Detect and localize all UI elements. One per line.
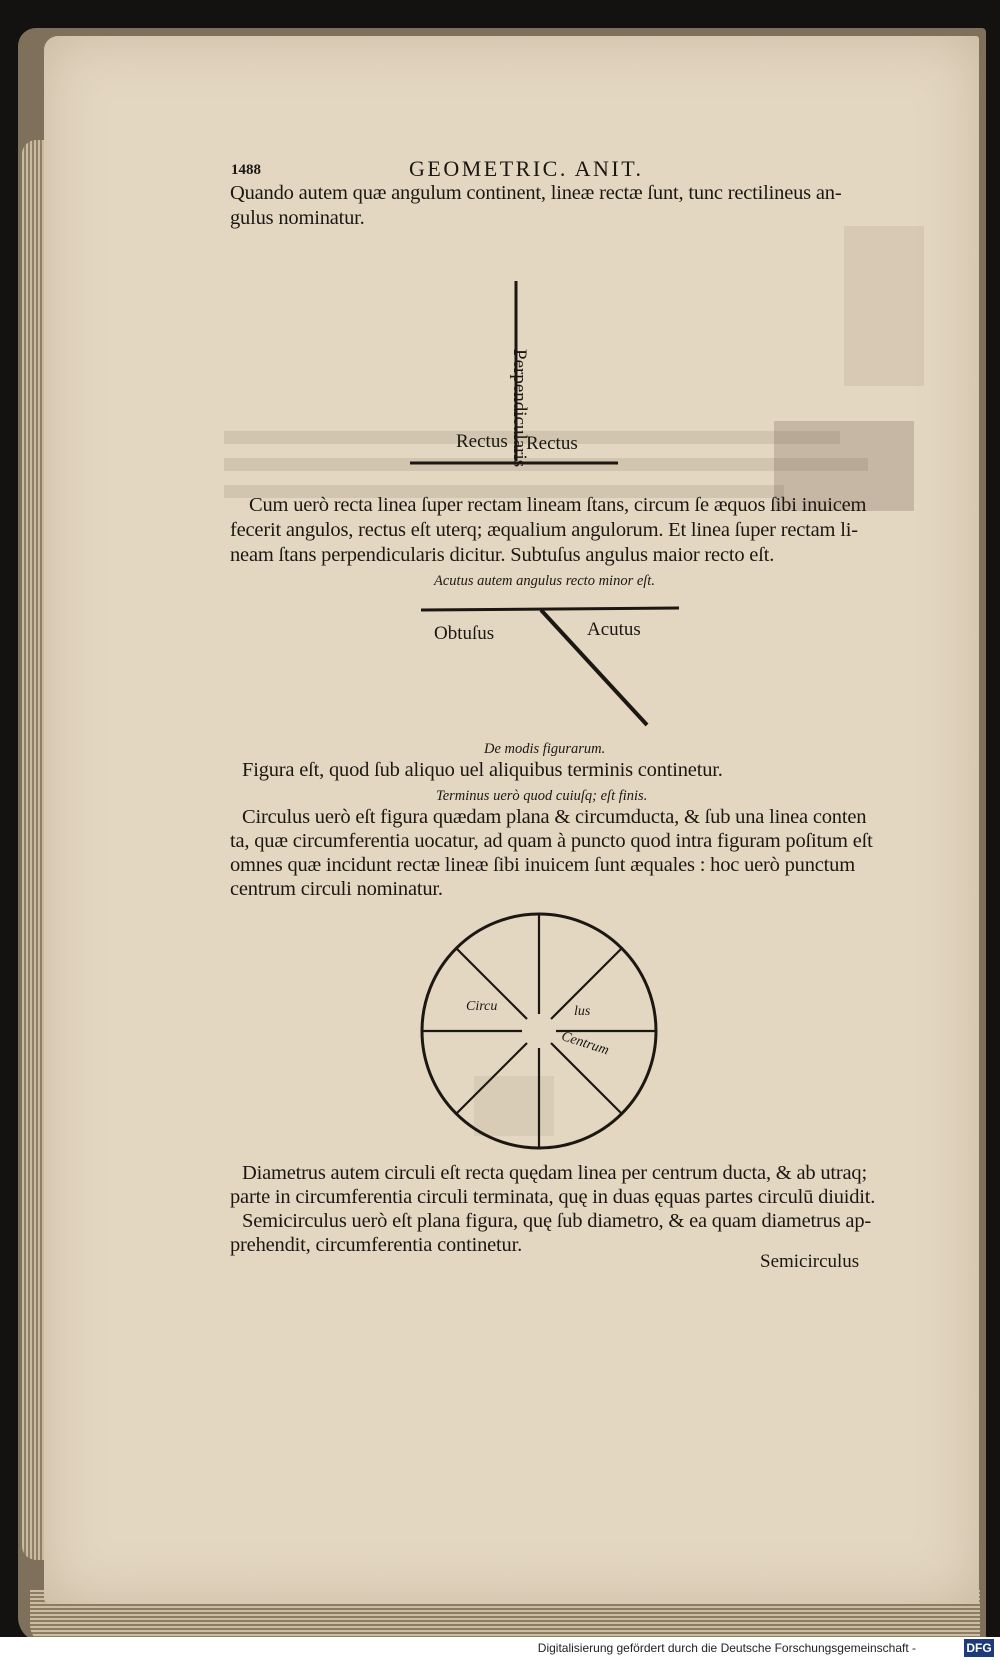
label-rectus-left: Rectus: [456, 431, 508, 452]
label-acutus: Acutus: [587, 619, 641, 640]
label-perpendicularis: Perpendicularis: [509, 349, 530, 468]
para4-line-3: Semicirculus uerò eſt plana figura, quę ſub diametro, & ea quam diametrus ap-: [242, 1210, 871, 1232]
intro-line-2: gulus nominatur.: [230, 207, 365, 229]
label-rectus-right: Rectus: [526, 433, 578, 454]
catchword: Semicirculus: [760, 1251, 860, 1272]
para3-line-4: centrum circuli nominatur.: [230, 878, 443, 900]
para3-line-3: omnes quæ incidunt rectæ lineæ ſibi inuicem ſunt æquales : hoc uerò punctum: [230, 854, 855, 876]
caption-terminus: Terminus uerò quod cuiuſq; eſt finis.: [436, 788, 648, 804]
label-circu: Circu: [466, 999, 498, 1014]
figure-perpendicular: [410, 241, 690, 531]
book-page: [44, 36, 979, 1604]
footer-credit: Digitalisierung gefördert durch die Deutsche Forschungsgemeinschaft -: [537, 1641, 916, 1655]
figure-obtuse-acute: [419, 601, 689, 741]
figure-circle: [414, 906, 664, 1156]
running-head: GEOMETRIC. ANIT.: [409, 156, 644, 181]
label-lus: lus: [574, 1004, 591, 1019]
label-obtusus: Obtuſus: [434, 623, 495, 644]
label-centrum: Centrum: [559, 1029, 611, 1059]
para2-line-2: fecerit angulos, rectus eſt uterq; æqualium angulorum. Et linea ſuper rectam li-: [230, 519, 858, 541]
figura-line: Figura eſt, quod ſub aliquo uel aliquibus terminis continetur.: [242, 759, 723, 781]
intro-line-1: Quando autem quæ angulum continent, lineæ rectæ ſunt, tunc rectilineus an-: [230, 182, 842, 204]
para2-line-3: neam ſtans perpendicularis dicitur. Subtuſus angulus maior recto eſt.: [230, 544, 775, 566]
caption-acutus: Acutus autem angulus recto minor eſt.: [434, 573, 655, 589]
para4-line-1: Diametrus autem circuli eſt recta quędam linea per centrum ducta, & ab utraq;: [242, 1162, 867, 1184]
para2-line-1: Cum uerò recta linea ſuper rectam lineam ſtans, circum ſe æquos ſibi inuicem: [249, 494, 867, 516]
para4-line-2: parte in circumferentia circuli terminata, quę in duas ęquas partes circulū diuidit.: [230, 1186, 876, 1208]
para3-line-1: Circulus uerò eſt figura quædam plana & circumducta, & ſub una linea conten: [242, 806, 867, 828]
para3-line-2: ta, quæ circumferentia uocatur, ad quam à puncto quod intra figuram poſitum eſt: [230, 830, 873, 852]
horizontal-line: [421, 608, 679, 610]
para4-line-4: prehendit, circumferentia continetur.: [230, 1234, 523, 1256]
page-number: 1488: [231, 162, 261, 178]
heading-de-modis: De modis figurarum.: [484, 741, 606, 757]
dfg-logo: DFG: [964, 1639, 994, 1657]
